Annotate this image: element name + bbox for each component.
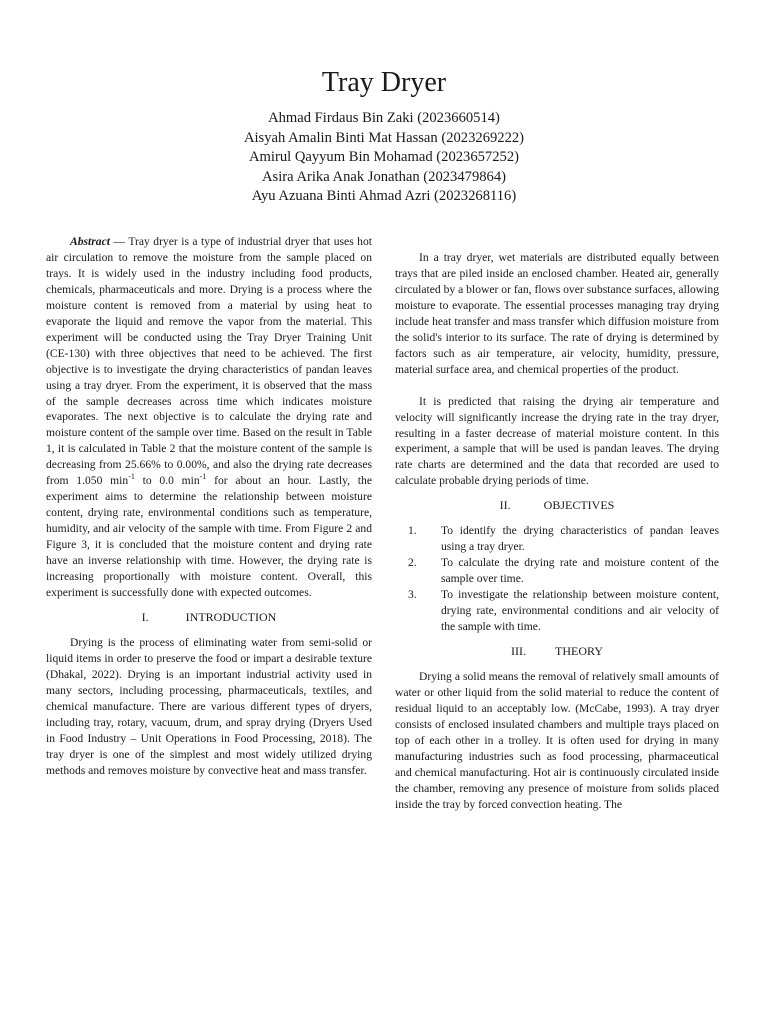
author-name: Ayu Azuana Binti Ahmad Azri (2023268116) bbox=[251, 188, 517, 205]
abstract-superscript-2: -1 bbox=[199, 472, 207, 482]
introduction-paragraph-3: It is predicted that raising the drying air temperature and velocity will significantly increase the drying rate in the tray dryer, resulting in a faster decrease of material moisture content. In this experiment, a sample that will be used is pandan leaves. The drying rate charts are determined and the data that recorded are used to calculate probable drying periods of time. bbox=[395, 394, 719, 488]
introduction-paragraph-1: Drying is the process of eliminating water from semi-solid or liquid items in order to preserve the food or impart a desirable texture (Dhakal, 2022). Drying is an important industrial activity used in many sectors, including processing, pharmaceuticals, textiles, and chemical manufacture. There are various different types of dryers, including tray, rotary, vacuum, drum, and spray drying (Dryers Used in Food Industry – Unit Operations in Food Processing, 2018). The tray dryer is one of the simplest and most widely utilized drying methods and removes moisture by convective heat and mass transfer. bbox=[46, 635, 372, 777]
objectives-list bbox=[395, 523, 719, 635]
author-name: Amirul Qayyum Bin Mohamad (2023657252) bbox=[249, 149, 519, 166]
abstract-dash: — bbox=[109, 235, 129, 248]
section-title: OBJECTIVES bbox=[543, 498, 615, 513]
paper-title: Tray Dryer bbox=[321, 67, 447, 98]
section-number: II. bbox=[499, 498, 511, 513]
abstract-text-part1: Tray dryer is a type of industrial dryer that uses hot air circulation to remove the moisture from the sample placed on trays. It is widely used in the industry including food products, chemicals, pharmaceuticals and more. Drying is a process where the moisture content is removed from a material by using heat to evaporate the liquid and remove the vapor from the material. This experiment will be conducted using the Tray Dryer Training Unit (CE-130) with three objectives that need to be achieved. The first objective is to investigate the drying characteristics of pandan leaves using a tray dryer. From the experiment, it is observed that the mass of the sample decreases across time which indicates moisture evaporates. The next objective is to calculate the drying rate and moisture content of the sample over time. Based on the result in Table 1, it is calculated in Table 2 that the moisture content of the sample is decreasing from 25.66% to 0.00%, and also the drying rate decreases from 1.050 min bbox=[46, 235, 373, 488]
objective-number: 3. bbox=[408, 588, 417, 602]
author-list bbox=[0, 109, 768, 207]
objective-number: 1. bbox=[408, 524, 417, 538]
objective-text: To investigate the relationship between moisture content, drying rate, environmental conditions and air velocity of the sample with time. bbox=[441, 588, 719, 634]
right-column bbox=[395, 234, 719, 813]
abstract-label: Abstract bbox=[70, 235, 110, 248]
theory-paragraph-1: Drying a solid means the removal of relatively small amounts of water or other liquid from the solid material to reduce the content of residual liquid to an acceptably low. (McCabe, 1993). A tray dryer consists of enclosed insulated chambers and multiple trays placed on top of each other in a trolley. It is often used for drying in many manufacturing industries such as food processing, pharmaceutical and chemical manufacturing. Hot air is continuously circulated inside the chamber, removing any presence of moisture from solids placed inside the tray by forced convection heating. The bbox=[395, 670, 719, 811]
abstract-superscript-1: -1 bbox=[128, 472, 135, 482]
objective-text: To identify the drying characteristics of pandan leaves using a tray dryer. bbox=[441, 524, 719, 554]
author-name: Ahmad Firdaus Bin Zaki (2023660514) bbox=[268, 110, 500, 126]
left-column bbox=[46, 234, 372, 779]
section-title: THEORY bbox=[555, 644, 603, 659]
section-heading-introduction bbox=[46, 609, 372, 625]
introduction-paragraph-2: In a tray dryer, wet materials are distributed equally between trays that are piled inside an enclosed chamber. Heated air, generally circulated by a blower or fan, flows over substance surfaces, allowing moisture to evaporate. The essential processes managing tray drying include heat transfer and mass transfer which diffusion moisture from the solid's interior to its surface. The rate of drying is determined by factors such as air temperature, air velocity, humidity, pressure, material surface area, and chemical properties of the product. bbox=[395, 251, 719, 376]
objective-item bbox=[395, 555, 719, 587]
section-heading-theory bbox=[395, 643, 719, 659]
objective-item bbox=[395, 523, 719, 555]
abstract-paragraph bbox=[46, 234, 372, 601]
objective-number: 2. bbox=[408, 556, 417, 570]
abstract-text-part2: to 0.0 min bbox=[134, 474, 200, 488]
section-number: III. bbox=[511, 644, 526, 659]
abstract-text-part3: for about an hour. Lastly, the experiment aims to determine the relationship between moisture content, drying rate, environmental conditions such as temperature, humidity, and air velocity of the sample with time. From Figure 2 and Figure 3, it is concluded that the moisture content and drying rate have an inverse relationship with time. However, the drying rate is increasing proportionally with moisture content. Overall, this experiment is successfully done with expected outcomes. bbox=[46, 474, 372, 599]
author-name: Asira Arika Anak Jonathan (2023479864) bbox=[262, 168, 506, 185]
section-heading-objectives bbox=[395, 497, 719, 513]
section-number: I. bbox=[141, 609, 149, 624]
section-title: INTRODUCTION bbox=[185, 609, 277, 624]
objective-text: To calculate the drying rate and moisture content of the sample over time. bbox=[441, 556, 719, 586]
objective-item bbox=[395, 587, 719, 635]
author-name: Aisyah Amalin Binti Mat Hassan (2023269222) bbox=[243, 129, 525, 146]
